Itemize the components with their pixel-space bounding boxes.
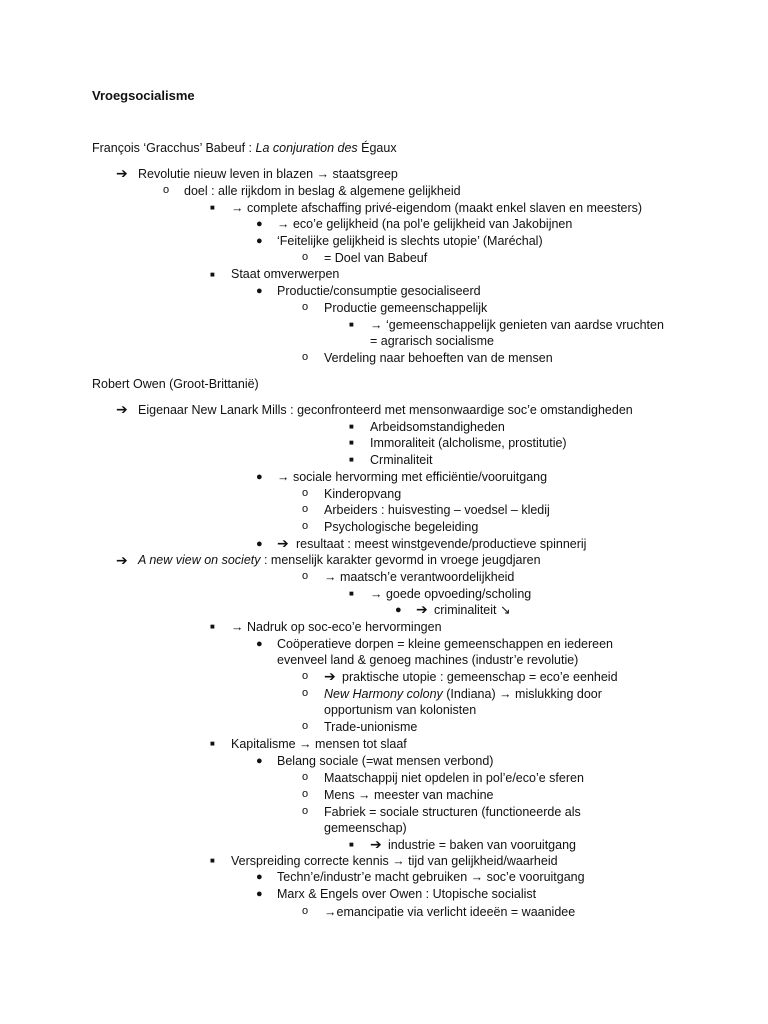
list-item: Trade-unionisme: [324, 720, 418, 734]
square-bullet-icon: ■: [349, 455, 354, 464]
circle-bullet-icon: o: [302, 570, 309, 582]
list-item: Revolutie nieuw leven in blazen → staatsgreep: [138, 167, 398, 181]
circle-bullet-icon: o: [302, 805, 309, 817]
list-item: Verdeling naar behoeften van de mensen: [324, 351, 553, 365]
list-item: [324, 686, 602, 702]
dot-bullet-icon: ●: [256, 471, 263, 483]
arrow-bullet-icon: ➔: [116, 401, 128, 417]
circle-bullet-icon: o: [302, 771, 309, 783]
list-item: Kapitalisme → mensen tot slaaf: [231, 737, 407, 751]
circle-bullet-icon: o: [302, 720, 309, 732]
list-item: Kinderopvang: [324, 487, 402, 501]
list-item-continuation: evenveel land & genoeg machines (industr’e revolutie): [277, 653, 579, 667]
arrow-bullet-icon: ➔: [116, 165, 128, 181]
document-title: Vroegsocialisme: [92, 88, 195, 103]
list-item: Marx & Engels over Owen : Utopische socialist: [277, 887, 537, 901]
list-item: → sociale hervorming met efficiëntie/vooruitgang: [277, 470, 548, 484]
square-bullet-icon: ■: [349, 422, 354, 431]
list-item: Maatschappij niet opdelen in pol’e/eco’e sferen: [324, 771, 584, 785]
circle-bullet-icon: o: [302, 788, 309, 800]
list-item: → Nadruk op soc-eco’e hervormingen: [231, 620, 442, 634]
list-item: → eco’e gelijkheid (na pol’e gelijkheid van Jakobijnen: [277, 217, 573, 231]
list-item: →emancipatie via verlicht ideeën = waanidee: [324, 905, 576, 919]
circle-bullet-icon: o: [302, 503, 309, 515]
list-item: Verspreiding correcte kennis → tijd van gelijkheid/waarheid: [231, 854, 558, 868]
list-item: Immoraliteit (alcholisme, prostitutie): [370, 436, 567, 450]
list-item-continuation: gemeenschap): [324, 821, 407, 835]
section-heading-owen: Robert Owen (Groot-Brittanië): [92, 377, 259, 391]
list-item-continuation: opportunism van kolonisten: [324, 703, 477, 717]
arrow-bullet-icon: ➔: [277, 535, 289, 551]
list-item: Productie/consumptie gesocialiseerd: [277, 284, 481, 298]
list-item: Arbeiders : huisvesting – voedsel – kledij: [324, 503, 550, 517]
section-heading-babeuf: [92, 140, 397, 156]
dot-bullet-icon: ●: [395, 604, 402, 616]
list-item: Coöperatieve dorpen = kleine gemeenschappen en iedereen: [277, 637, 614, 651]
square-bullet-icon: ■: [210, 270, 215, 279]
arrow-bullet-icon: ➔: [416, 601, 428, 617]
square-bullet-icon: ■: [349, 438, 354, 447]
list-item: Productie gemeenschappelijk: [324, 301, 488, 315]
circle-bullet-icon: o: [302, 351, 309, 363]
circle-bullet-icon: o: [302, 670, 309, 682]
list-item: → complete afschaffing privé-eigendom (maakt enkel slaven en meesters): [231, 201, 643, 215]
text: : menselijk karakter gevormd in vroege jeugdjaren: [260, 553, 541, 567]
square-bullet-icon: ■: [210, 622, 215, 631]
list-item: resultaat : meest winstgevende/productieve spinnerij: [296, 537, 587, 551]
list-item: Fabriek = sociale structuren (functioneerde als: [324, 805, 581, 819]
square-bullet-icon: ■: [210, 739, 215, 748]
dot-bullet-icon: ●: [256, 538, 263, 550]
list-item-continuation: = agrarisch socialisme: [370, 334, 495, 348]
italic-text: New Harmony colony: [324, 687, 443, 701]
list-item: Belang sociale (=wat mensen verbond): [277, 754, 494, 768]
square-bullet-icon: ■: [210, 203, 215, 212]
square-bullet-icon: ■: [349, 589, 354, 598]
circle-bullet-icon: o: [302, 905, 309, 917]
list-item: → goede opvoeding/scholing: [370, 587, 532, 601]
list-item: criminaliteit ↘: [434, 603, 511, 617]
circle-bullet-icon: o: [302, 251, 309, 263]
square-bullet-icon: ■: [349, 320, 354, 329]
square-bullet-icon: ■: [349, 840, 354, 849]
list-item: → maatsch’e verantwoordelijkheid: [324, 570, 515, 584]
list-item: [138, 552, 541, 568]
arrow-bullet-icon: ➔: [116, 552, 128, 568]
list-item: Staat omverwerpen: [231, 267, 340, 281]
italic-text: A new view on society: [138, 553, 261, 567]
heading-text: François ‘Gracchus’ Babeuf :: [92, 141, 256, 155]
dot-bullet-icon: ●: [256, 755, 263, 767]
square-bullet-icon: ■: [210, 856, 215, 865]
list-item: → ‘gemeenschappelijk genieten van aardse vruchten: [370, 318, 664, 332]
dot-bullet-icon: ●: [256, 888, 263, 900]
list-item: Mens → meester van machine: [324, 788, 494, 802]
list-item: Psychologische begeleiding: [324, 520, 479, 534]
dot-bullet-icon: ●: [256, 638, 263, 650]
heading-italic-text: La conjuration des: [255, 141, 358, 155]
arrow-bullet-icon: ➔: [370, 836, 382, 852]
text: (Indiana) → mislukking door: [442, 687, 602, 701]
list-item: Crminaliteit: [370, 453, 433, 467]
list-item: Eigenaar New Lanark Mills : geconfronteerd met mensonwaardige soc’e omstandigheden: [138, 403, 633, 417]
list-item: = Doel van Babeuf: [324, 251, 428, 265]
list-item: Techn’e/industr’e macht gebruiken → soc’e vooruitgang: [277, 870, 585, 884]
heading-text: Égaux: [357, 141, 397, 155]
list-item: Arbeidsomstandigheden: [370, 420, 505, 434]
circle-bullet-icon: o: [302, 687, 309, 699]
dot-bullet-icon: ●: [256, 218, 263, 230]
circle-bullet-icon: o: [163, 184, 170, 196]
dot-bullet-icon: ●: [256, 285, 263, 297]
dot-bullet-icon: ●: [256, 235, 263, 247]
list-item: ‘Feitelijke gelijkheid is slechts utopie’ (Maréchal): [277, 234, 543, 248]
list-item: industrie = baken van vooruitgang: [388, 838, 576, 852]
circle-bullet-icon: o: [302, 487, 309, 499]
circle-bullet-icon: o: [302, 301, 309, 313]
arrow-bullet-icon: ➔: [324, 668, 336, 684]
list-item: praktische utopie : gemeenschap = eco’e eenheid: [342, 670, 618, 684]
circle-bullet-icon: o: [302, 520, 309, 532]
dot-bullet-icon: ●: [256, 871, 263, 883]
list-item: doel : alle rijkdom in beslag & algemene gelijkheid: [184, 184, 461, 198]
